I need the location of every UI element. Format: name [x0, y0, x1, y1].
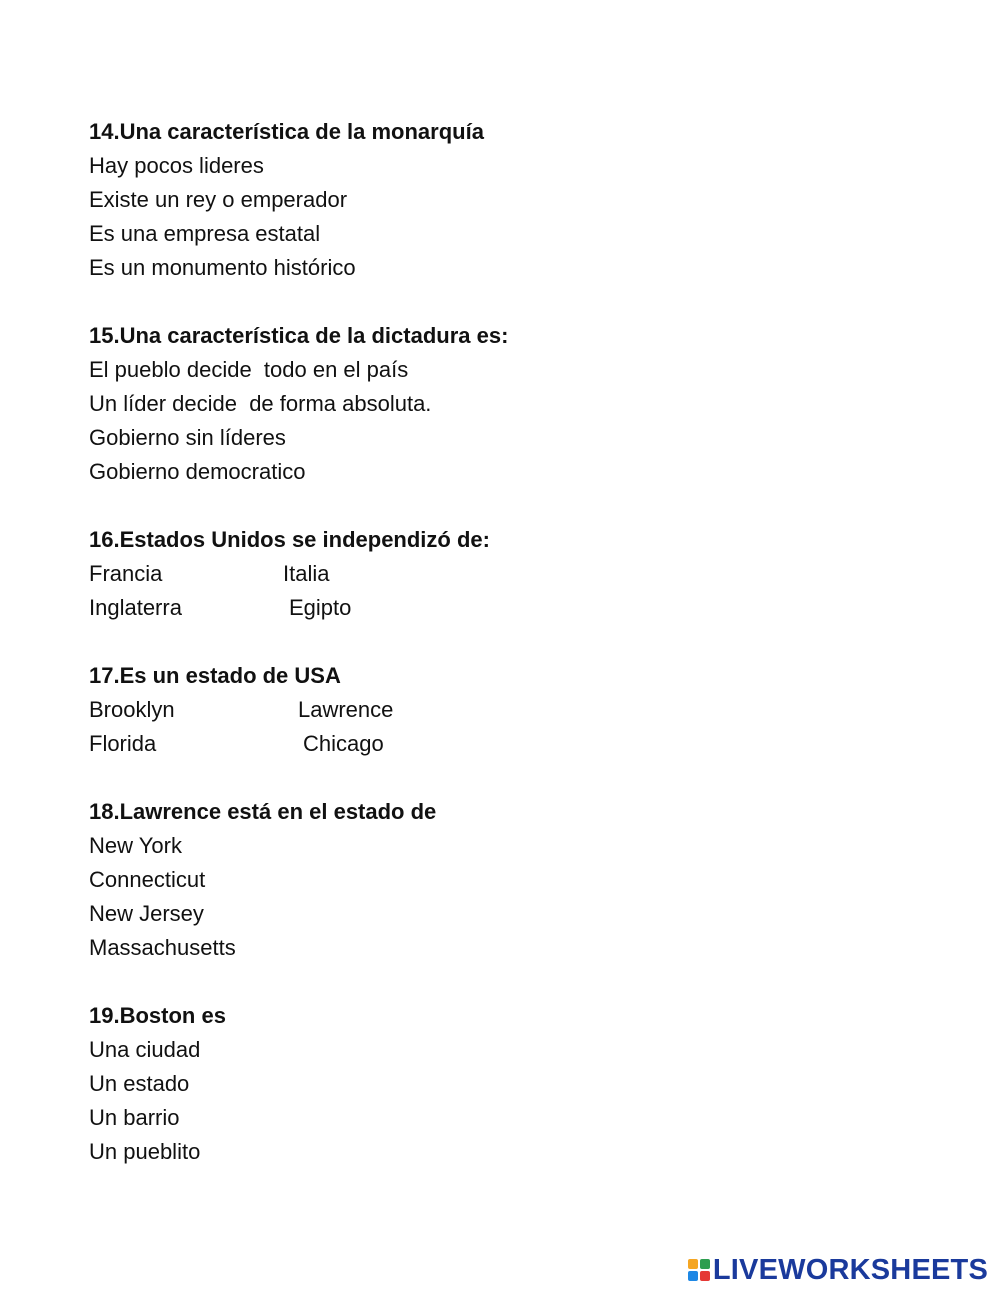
answer-option[interactable]: Existe un rey o emperador	[89, 187, 348, 212]
question-19	[89, 999, 949, 1169]
answer-option[interactable]: El pueblo decide todo en el país	[89, 357, 409, 382]
answer-option[interactable]: Un estado	[89, 1071, 190, 1096]
answer-option[interactable]: Francia	[89, 561, 163, 586]
answer-option[interactable]: Un pueblito	[89, 1139, 201, 1164]
answer-option[interactable]: Una ciudad	[89, 1037, 201, 1062]
question-title: 16.Estados Unidos se independizó de:	[89, 527, 490, 552]
logo-mark-square	[688, 1259, 698, 1269]
liveworksheets-logo-icon	[688, 1259, 710, 1281]
answer-option[interactable]: Brooklyn	[89, 697, 175, 722]
worksheet	[89, 115, 949, 1203]
logo-text: LIVEWORKSHEETS	[712, 1254, 988, 1286]
logo-mark-square	[688, 1271, 698, 1281]
answer-option[interactable]: Egipto	[289, 595, 352, 620]
question-16	[89, 523, 949, 625]
question-18	[89, 795, 949, 965]
question-14	[89, 115, 949, 285]
answer-option[interactable]: Un líder decide de forma absoluta.	[89, 391, 432, 416]
answer-option[interactable]: Italia	[283, 561, 330, 586]
question-title: 14.Una característica de la monarquía	[89, 119, 484, 144]
answer-option[interactable]: Gobierno democratico	[89, 459, 306, 484]
logo-mark-square	[700, 1271, 710, 1281]
answer-row	[89, 693, 949, 727]
answer-option[interactable]: Lawrence	[298, 697, 394, 722]
question-title: 15.Una característica de la dictadura es:	[89, 323, 509, 348]
answer-option[interactable]: Connecticut	[89, 867, 206, 892]
answer-option[interactable]: Florida	[89, 731, 157, 756]
answer-option[interactable]: Massachusetts	[89, 935, 236, 960]
logo-mark-square	[700, 1259, 710, 1269]
answer-option[interactable]: Hay pocos lideres	[89, 153, 264, 178]
answer-option[interactable]: Inglaterra	[89, 595, 182, 620]
answer-option[interactable]: Un barrio	[89, 1105, 180, 1130]
question-title: 19.Boston es	[89, 1003, 226, 1028]
question-17	[89, 659, 949, 761]
answer-option[interactable]: New York	[89, 833, 182, 858]
answer-option[interactable]: Es una empresa estatal	[89, 221, 321, 246]
answer-row	[89, 557, 949, 591]
liveworksheets-logo	[688, 1254, 988, 1286]
question-title: 18.Lawrence está en el estado de	[89, 799, 437, 824]
question-title: 17.Es un estado de USA	[89, 663, 341, 688]
answer-row	[89, 591, 949, 625]
answer-option[interactable]: Es un monumento histórico	[89, 255, 356, 280]
answer-option[interactable]: Gobierno sin líderes	[89, 425, 286, 450]
answer-option[interactable]: Chicago	[303, 731, 384, 756]
question-15	[89, 319, 949, 489]
answer-option[interactable]: New Jersey	[89, 901, 204, 926]
answer-row	[89, 727, 949, 761]
